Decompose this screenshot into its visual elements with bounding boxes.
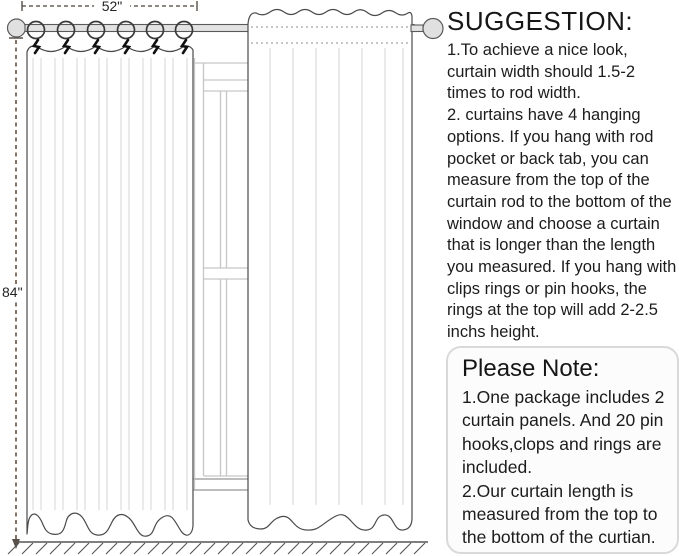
suggestion-title: SUGGESTION:	[447, 6, 634, 36]
rod-finial-right-icon	[423, 19, 443, 39]
left-curtain-panel	[27, 46, 193, 536]
suggestion-panel	[447, 6, 679, 344]
window-sill	[190, 479, 248, 490]
please-note-box	[446, 346, 679, 554]
note-item-1: 1.One package includes 2 curtain panels. And 20 pin hooks,clops and rings are included.	[462, 387, 665, 478]
floor-hatching	[8, 543, 425, 554]
note-title: Please Note:	[462, 355, 600, 382]
window-frame	[190, 58, 248, 490]
suggestion-item-1: 1.To achieve a nice look, curtain width should 1.5-2 times to rod width.	[447, 41, 636, 103]
curtain-length-label: 84"	[2, 284, 23, 300]
rod-finial-right	[411, 19, 443, 39]
floor-line	[8, 542, 428, 554]
rod-finial-left-icon	[8, 19, 26, 37]
right-curtain-panel	[248, 10, 412, 531]
arrow-down-icon	[12, 539, 20, 549]
rod-width-label: 52"	[94, 0, 130, 13]
suggestion-item-2: 2. curtains have 4 hanging options. If you hang with rod pocket or back tab, you can measure from the top of the curtain rod to the bottom of the window and choose a curtain that is longer than the length you measured. If you hang with clips rings or pin hooks, the rings at the top will add 2-2.5 inchs height.	[447, 106, 677, 342]
note-item-2: 2.Our curtain length is measured from the top to the bottom of the curtian.	[462, 480, 658, 548]
